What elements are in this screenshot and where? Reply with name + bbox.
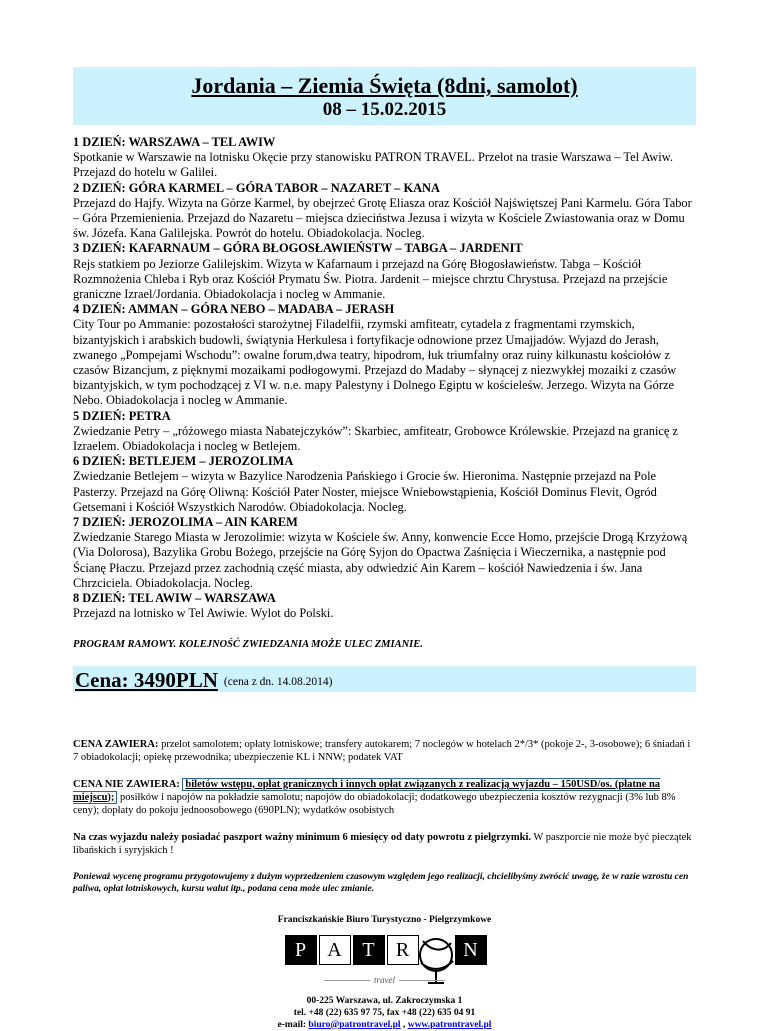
day-description: City Tour po Ammanie: pozostałości starożytnej Filadelfii, rzymski amfiteatr, cytadela z fragmentami rzymskich, bizantyjskich i arabskich budowli, świątynia Herkulesa i fortyfikacje odnowione przez Umajjadów. Wyjazd do Jerash, zwanego „Pompejami Wschodu”: owalne forum,dwa teatry, hipodrom, łuk triumfalny oraz ruiny kilkunastu kościołów z czasów Bizancjum, z pięknymi mozaikami podłogowymi. Przejazd do Madaby – słynącej z niezwykłej mozaiki z czasów bizantyjskich, w tym pochodzącej z VI w. n.e. mapy Palestyny i Dolnego Egiptu w kościeleśw. Jerzego. Wizyta na Górze Nebo. Obiadokolacja i nocleg w Ammanie. xyxy=(73,317,677,408)
logo-letter: P xyxy=(285,935,317,965)
contact-block xyxy=(73,995,696,1031)
day-block xyxy=(73,409,696,455)
day-heading: 7 DZIEŃ: JEROZOLIMA – AIN KAREM xyxy=(73,515,298,530)
excludes-text: posiłków i napojów na pokładzie samolotu; napojów do obiadokolacji; dodatkowego ubezpieczenia kosztów rezygnacji (3% lub 8% ceny); dopłaty do pokoju jednoosobowego (690PLN); wydatków osobistych xyxy=(73,791,676,816)
logo-letter: R xyxy=(387,935,419,965)
price-disclaimer: Ponieważ wycenę programu przygotowujemy z dużym wyprzedzeniem czasowym względem jego realizacji, chcielibyśmy zwrócić uwagę, że w razie wzrostu cen paliwa, opłat lotniskowych, kursu walut itp., podana cena może ulec zmianie. xyxy=(73,871,689,894)
day-description: Rejs statkiem po Jeziorze Galilejskim. Wizyta w Kafarnaum i przejazd na Górę Błogosławieństw. Tabga – Kościół Rozmnożenia Chleba i Ryb oraz Kościół Prymatu Św. Piotra. Jardenit – miejsce chrztu Chrystusa. Przejazd na przejście graniczne Izrael/Jordania. Obiadokolacja i nocleg w Ammanie. xyxy=(73,256,668,302)
price-value: Cena: 3490PLN xyxy=(75,667,218,692)
page-title: Jordania – Ziemia Święta (8dni, samolot) xyxy=(191,73,578,98)
itinerary xyxy=(73,135,696,622)
patron-logo xyxy=(285,935,485,993)
day-description: Zwiedzanie Starego Miasta w Jerozolimie: wizyta w Kościele św. Anny, konwencie Ecce Homo, przejście Drogą Krzyżową (Via Dolorosa), Bazylika Grobu Bożego, przejście na Górę Syjon do Opactwa Zaśnięcia i Wieczernika, a następnie pod Ścianę Płaczu. Przejazd przez zachodnią część miasta, aby odwiedzić Ain Karem – kościół Nawiedzenia i św. Jana Chrzciciela. Obiadokolacja. Nocleg. xyxy=(73,530,688,590)
logo-subtitle: travel xyxy=(285,975,485,985)
day-heading: 3 DZIEŃ: KAFARNAUM – GÓRA BŁOGOSŁAWIEŃSTW – TABGA – JARDENIT xyxy=(73,241,523,256)
day-description: Przejazd na lotnisko w Tel Awiwie. Wylot do Polski. xyxy=(73,606,334,621)
logo-letter: N xyxy=(455,935,487,965)
price-banner xyxy=(73,666,696,692)
day-description: Zwiedzanie Betlejem – wizyta w Bazylice Narodzenia Pańskiego i Grocie św. Hieronima. Następnie przejazd na Pole Pasterzy. Przejazd na Górę Oliwną: Kościół Pater Noster, miejsce Wniebowstąpienia, Kościół Dominus Flevit, Ogród Getsemani i Kościół Wszystkich Narodów. Obiadokolacja. Nocleg. xyxy=(73,469,657,514)
day-block xyxy=(73,515,696,591)
day-heading: 2 DZIEŃ: GÓRA KARMEL – GÓRA TABOR – NAZARET – KANA xyxy=(73,180,440,195)
email-link[interactable]: biuro@patrontravel.pl xyxy=(308,1019,401,1030)
price-date: (cena z dn. 14.08.2014) xyxy=(223,675,333,688)
includes-text: przelot samolotem; opłaty lotniskowe; transfery autokarem; 7 noclegów w hotelach 2*/3* (pokoje 2-, 3-osobowe); 6 śniadań i 7 obiadokolacji; opiekę przewodnika; ubezpieczenie KL i NNW; podatek VAT xyxy=(73,738,691,763)
excludes-highlight: biletów wstępu, opłat granicznych i innych opłat związanych z realizacją wyjazdu – 150USD/os. (płatne na miejscu); xyxy=(73,778,661,803)
website-link[interactable]: www.patrontravel.pl xyxy=(407,1019,492,1030)
day-description: Przejazd do Hajfy. Wizyta na Górze Karmel, by obejrzeć Grotę Eliasza oraz Kościół Najświętszej Pani Karmelu. Góra Tabor – Góra Przemienienia. Przejazd do Nazaretu – miejsca dzieciństwa Jezusa i wizyta w Kościele Zwiastowania oraz w Domu św. Józefa. Kana Galilejska. Powrót do hotelu. Obiadokolacja. Nocleg. xyxy=(73,195,692,241)
excludes-label: CENA NIE ZAWIERA: xyxy=(73,778,180,790)
day-block xyxy=(73,181,696,242)
day-block xyxy=(73,591,696,621)
passport-notice xyxy=(73,831,696,857)
day-heading: 5 DZIEŃ: PETRA xyxy=(73,408,171,423)
day-block xyxy=(73,135,696,181)
email-www-line: e-mail: biuro@patrontravel.pl , www.patrontravel.pl xyxy=(277,1019,492,1030)
day-description: Spotkanie w Warszawie na lotnisku Okęcie przy stanowisku PATRON TRAVEL. Przelot na trasie Warszawa – Tel Awiw. Przejazd do hotelu w Galilei. xyxy=(73,150,673,180)
includes-label: CENA ZAWIERA: xyxy=(73,738,159,750)
passport-bold: Na czas wyjazdu należy posiadać paszport ważny minimum 6 miesięcy od daty powrotu z pielgrzymki. xyxy=(73,831,531,843)
price-includes xyxy=(73,738,696,764)
passport-text: W paszporcie nie może być pieczątek libańskich i syryjskich ! xyxy=(73,831,692,856)
logo-letter: A xyxy=(319,935,351,965)
day-description: Zwiedzanie Petry – „różowego miasta Nabatejczyków”: Skarbiec, amfiteatr, Grobowce Królewskie. Przejazd na granicę z Izraelem. Obiadokolacja i nocleg w Betlejem. xyxy=(73,423,679,454)
phone-fax: tel. +48 (22) 635 97 75, fax +48 (22) 635 04 91 xyxy=(293,1007,476,1018)
document-page xyxy=(73,67,696,1031)
footer xyxy=(73,915,696,1031)
day-heading: 4 DZIEŃ: AMMAN – GÓRA NEBO – MADABA – JERASH xyxy=(73,302,395,317)
postal-address: 00-225 Warszawa, ul. Zakroczymska 1 xyxy=(306,995,463,1006)
day-heading: 6 DZIEŃ: BETLEJEM – JEROZOLIMA xyxy=(73,454,294,469)
day-block xyxy=(73,241,696,302)
program-note: PROGRAM RAMOWY. KOLEJNOŚĆ ZWIEDZANIA MOŻE ULEC ZMIANIE. xyxy=(73,638,423,650)
title-banner xyxy=(73,67,696,125)
day-heading: 1 DZIEŃ: WARSZAWA – TEL AWIW xyxy=(73,135,276,149)
day-block xyxy=(73,302,696,408)
logo-letter: T xyxy=(353,935,385,965)
day-block xyxy=(73,454,696,515)
trip-dates: 08 – 15.02.2015 xyxy=(322,99,447,120)
price-excludes xyxy=(73,778,696,817)
day-heading: 8 DZIEŃ: TEL AWIW – WARSZAWA xyxy=(73,591,276,606)
office-name: Franciszkańskie Biuro Turystyczno - Pielgrzymkowe xyxy=(277,914,492,925)
